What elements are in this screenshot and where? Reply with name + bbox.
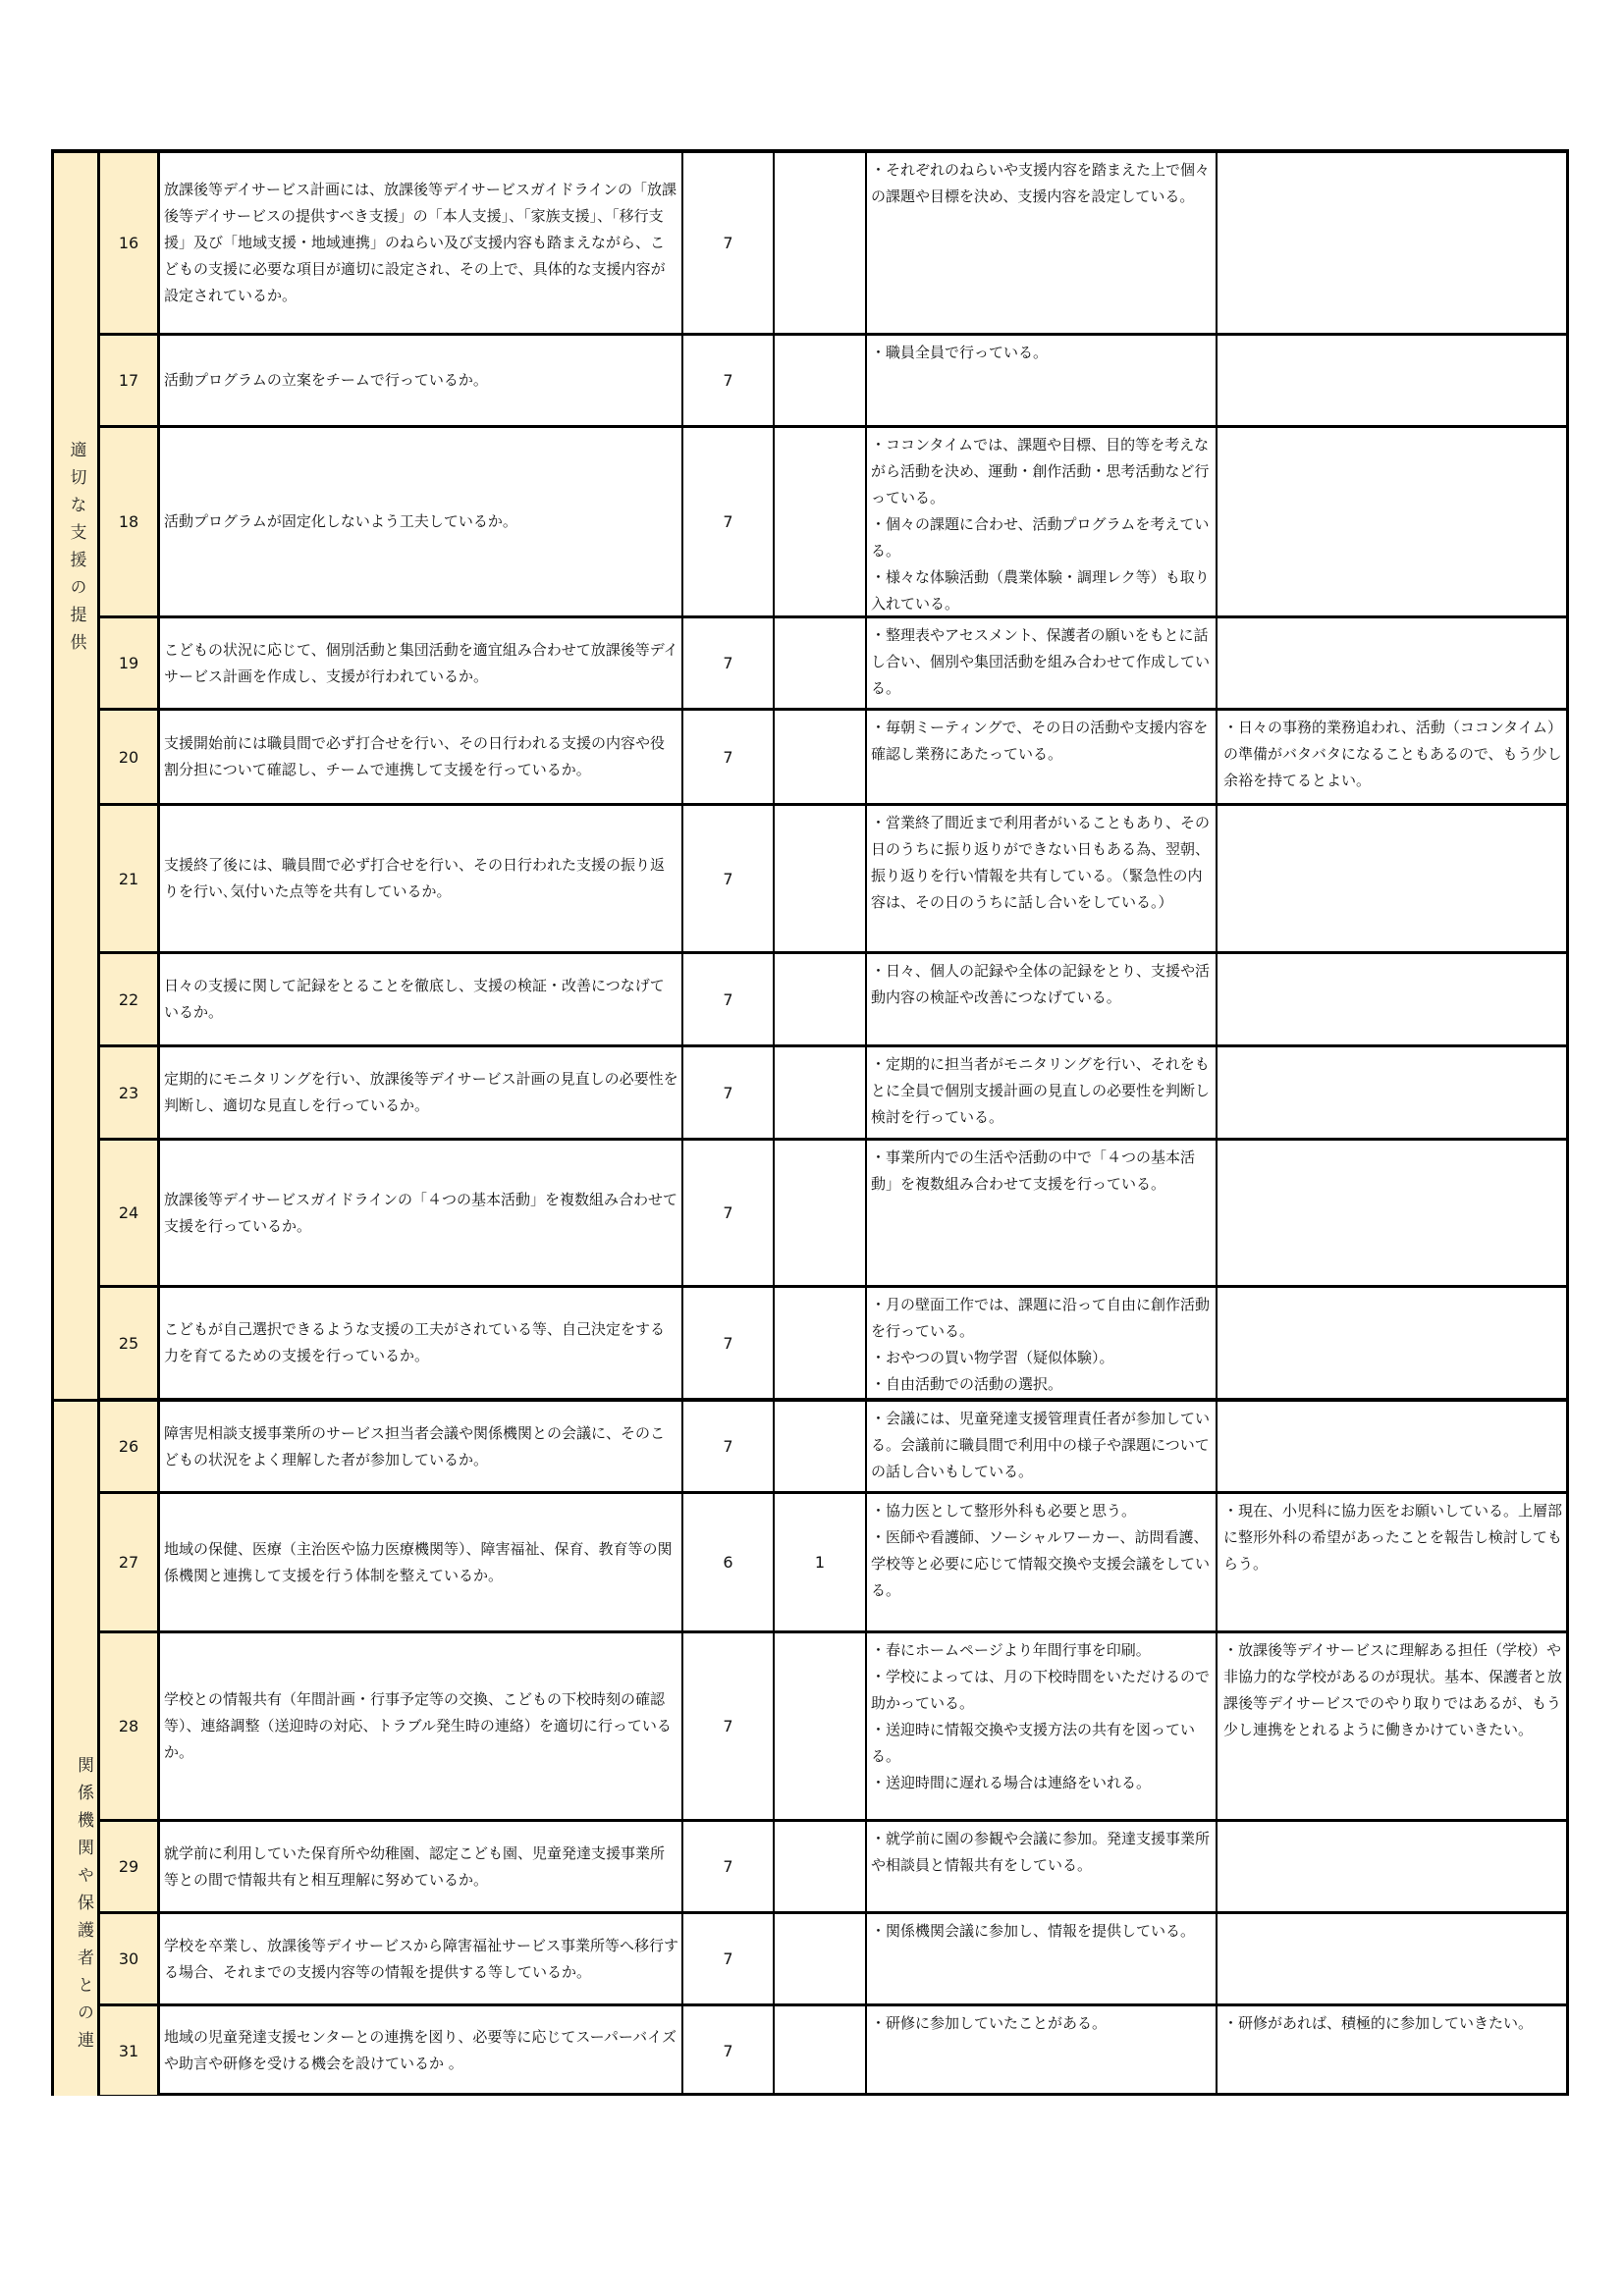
table-row [100,428,1566,618]
yes-count-text: 7 [723,654,733,672]
item-number-text: 26 [118,1437,139,1456]
item-number-text: 31 [118,2041,139,2060]
table-row [100,1288,1566,1402]
status-comment [867,711,1218,803]
question-text-text: 活動プログラムの立案をチームで行っているか。 [164,371,488,389]
item-number [100,2006,160,2095]
status-comment [867,1288,1218,1398]
status-comment-text: ・春にホームページより年間行事を印刷。 ・学校によっては、月の下校時間をいただけるので助かっている。 ・送迎時に情報交換や支援方法の共有を図っている。 ・送迎時間に遅れる場合は連絡をいれる。 [871,1641,1211,1791]
question-text [160,1494,683,1630]
question-text-text: 活動プログラムが固定化しないよう工夫しているか。 [164,512,517,530]
improvement-plan [1218,336,1566,425]
item-number [100,1047,160,1138]
yes-count [683,1633,775,1819]
improvement-plan-text: ・放課後等デイサービスに理解ある担任（学校）や非協力的な学校があるのが現状。基本、保護者と放課後等デイサービスでのやり取りではあるが、もう少し連携をとれるように働きかけていきたい。 [1223,1641,1563,1738]
status-comment-text: ・就学前に園の参観や会議に参加。発達支援事業所や相談員と情報共有をしている。 [871,1830,1211,1874]
table-row [100,1494,1566,1633]
yes-count-text: 7 [723,512,733,531]
item-number-text: 21 [118,869,139,888]
yes-count-text: 7 [723,1437,733,1456]
status-comment-text: ・会議には、児童発達支援管理責任者が参加している。会議前に職員間で利用中の様子や課題についての話し合いもしている。 [871,1410,1211,1480]
category-cooperation [54,1399,100,2096]
item-number-text: 20 [118,747,139,767]
no-count [775,1494,867,1630]
item-number [100,618,160,708]
item-number-text: 25 [118,1333,139,1353]
table-row [100,2006,1566,2095]
status-comment [867,336,1218,425]
question-text [160,1822,683,1911]
table-row [100,1141,1566,1288]
question-text [160,1141,683,1285]
yes-count [683,618,775,708]
improvement-plan [1218,153,1566,333]
improvement-plan [1218,1822,1566,1911]
item-number-text: 19 [118,654,139,672]
no-count [775,1822,867,1911]
improvement-plan [1218,618,1566,708]
status-comment [867,153,1218,333]
item-number-text: 24 [118,1203,139,1222]
yes-count-text: 7 [723,1857,733,1876]
item-number [100,1914,160,2003]
status-comment [867,1914,1218,2003]
improvement-plan [1218,1402,1566,1491]
improvement-plan [1218,2006,1566,2095]
question-text [160,336,683,425]
item-number-text: 16 [118,234,139,252]
question-text [160,2006,683,2095]
item-number [100,336,160,425]
question-text-text: 支援終了後には、職員間で必ず打合せを行い、その日行われた支援の振り返りを行い､気付いた点等を共有しているか。 [164,856,666,900]
no-count [775,1047,867,1138]
yes-count [683,806,775,951]
no-count [775,806,867,951]
no-count-text: 1 [814,1553,826,1572]
no-count [775,153,867,333]
yes-count [683,428,775,615]
status-comment [867,806,1218,951]
table-row [100,806,1566,954]
question-text-text: こどもの状況に応じて、個別活動と集団活動を適宜組み合わせて放課後等デイサービス計画を作成し、支援が行われているか。 [164,640,678,685]
status-comment-text: ・研修に参加していたことがある。 [871,2014,1108,2032]
improvement-plan-text: ・現在、小児科に協力医をお願いしている。上層部に整形外科の希望があったことを報告し検討してもらう。 [1223,1502,1563,1573]
item-number [100,711,160,803]
status-comment-text: ・整理表やアセスメント、保護者の願いをもとに話し合い、個別や集団活動を組み合わせて作成している。 [871,626,1211,697]
table-row [100,1914,1566,2006]
no-count [775,428,867,615]
category-label: 適切な支援の提供 [66,441,86,661]
status-comment-text: ・ココンタイムでは、課題や目標、目的等を考えながら活動を決め、運動・創作活動・思考活動など行っている。 ・個々の課題に合わせ、活動プログラムを考えている。 ・様々な体験活動（農業体験・調理レク等）も取り入れている。 [871,436,1210,613]
improvement-plan [1218,428,1566,615]
item-number-text: 28 [118,1717,139,1735]
item-number [100,1288,160,1398]
yes-count [683,1288,775,1398]
yes-count-text: 6 [723,1553,733,1572]
question-text [160,1633,683,1819]
status-comment [867,954,1218,1044]
item-number [100,1494,160,1630]
item-number [100,428,160,615]
improvement-plan [1218,1633,1566,1819]
table-row [100,153,1566,336]
status-comment-text: ・月の壁面工作では、課題に沿って自由に創作活動を行っている。 ・おやつの買い物学習（疑似体験）。 ・自由活動での活動の選択。 [871,1296,1211,1393]
no-count [775,618,867,708]
yes-count-text: 7 [723,989,733,1009]
question-text-text: こどもが自己選択できるような支援の工夫がされている等、自己決定をする力を育てるための支援を行っているか。 [164,1320,666,1364]
improvement-plan [1218,711,1566,803]
status-comment [867,1822,1218,1911]
question-text-text: 支援開始前には職員間で必ず打合せを行い、その日行われる支援の内容や役割分担について確認し、チームで連携して支援を行っているか。 [164,734,666,778]
yes-count [683,153,775,333]
evaluation-table [51,149,1569,2096]
question-text [160,618,683,708]
no-count [775,336,867,425]
no-count [775,2006,867,2095]
status-comment-text: ・日々、個人の記録や全体の記録をとり、支援や活動内容の検証や改善につなげている。 [871,962,1211,1006]
item-number-text: 23 [118,1083,139,1102]
status-comment-text: ・営業終了間近まで利用者がいることもあり、その日のうちに振り返りができない日もある為、翌朝、振り返りを行い情報を共有している。（緊急性の内容は、その日のうちに話し合いをしている。） [871,814,1211,911]
yes-count [683,711,775,803]
no-count [775,1288,867,1398]
improvement-plan [1218,954,1566,1044]
yes-count [683,2006,775,2095]
table-row [100,711,1566,806]
item-number [100,806,160,951]
question-text-text: 障害児相談支援事業所のサービス担当者会議や関係機関との会議に、そのこどもの状況をよく理解した者が参加しているか。 [164,1423,666,1468]
category-label: 関係機関や保護者との連 [74,1756,93,2058]
status-comment-text: ・それぞれのねらいや支援内容を踏まえた上で個々の課題や目標を決め、支援内容を設定している。 [871,161,1211,205]
yes-count-text: 7 [723,1333,733,1353]
question-text [160,153,683,333]
yes-count [683,336,775,425]
status-comment [867,1633,1218,1819]
question-text [160,1402,683,1491]
item-number-text: 22 [118,989,139,1009]
item-number [100,153,160,333]
question-text-text: 放課後等デイサービス計画には、放課後等デイサービスガイドラインの「放課後等デイサービスの提供すべき支援」の「本人支援」、「家族支援」、「移行支援」及び「地域支援・地域連携」のねらい及び支援内容も踏まえながら、こどもの支援に必要な項目が適切に設定され、その上で、具体的な支援内容が設定されているか。 [164,181,677,304]
no-count [775,1402,867,1491]
question-text-text: 地域の保健、医療（主治医や協力医療機関等）、障害福祉、保育、教育等の関係機関と連携して支援を行う体制を整えているか。 [164,1539,673,1584]
status-comment-text: ・毎朝ミーティングで、その日の活動や支援内容を確認し業務にあたっている。 [871,719,1209,763]
yes-count [683,1822,775,1911]
status-comment [867,428,1218,615]
yes-count-text: 7 [723,1203,733,1222]
no-count [775,1914,867,2003]
yes-count [683,1047,775,1138]
yes-count [683,1914,775,2003]
question-text [160,954,683,1044]
item-number-text: 30 [118,1949,139,1968]
question-text [160,1047,683,1138]
item-number-text: 18 [118,512,139,531]
yes-count-text: 7 [723,1083,733,1102]
question-text-text: 学校との情報共有（年間計画・行事予定等の交換、こどもの下校時刻の確認等）、連絡調整（送迎時の対応、トラブル発生時の連絡）を適切に行っているか。 [164,1690,672,1761]
yes-count-text: 7 [723,371,733,390]
status-comment-text: ・協力医として整形外科も必要と思う。 ・医師や看護師、ソーシャルワーカー、訪問看護、学校等と必要に応じて情報交換や支援会議をしている。 [871,1502,1211,1599]
status-comment-text: ・事業所内での生活や活動の中で「４つの基本活動」を複数組み合わせて支援を行っている。 [871,1148,1196,1193]
improvement-plan [1218,806,1566,951]
improvement-plan [1218,1141,1566,1285]
item-number [100,1402,160,1491]
table-row [100,1047,1566,1141]
improvement-plan [1218,1494,1566,1630]
yes-count-text: 7 [723,234,733,252]
no-count [775,711,867,803]
status-comment [867,1494,1218,1630]
item-number [100,1141,160,1285]
question-text-text: 定期的にモニタリングを行い、放課後等デイサービス計画の見直しの必要性を判断し、適切な見直しを行っているか。 [164,1070,678,1114]
status-comment [867,1047,1218,1138]
question-text-text: 地域の児童発達支援センターとの連携を図り、必要等に応じてスーパーバイズや助言や研修を受ける機会を設けているか 。 [164,2028,677,2072]
yes-count-text: 7 [723,2041,733,2060]
question-text-text: 日々の支援に関して記録をとることを徹底し、支援の検証・改善につなげているか。 [164,977,665,1021]
no-count [775,1633,867,1819]
yes-count [683,1141,775,1285]
improvement-plan-text: ・研修があれば、積極的に参加していきたい。 [1223,2014,1534,2032]
table-row [100,336,1566,428]
status-comment [867,1141,1218,1285]
category-appropriate-support [54,153,100,1399]
improvement-plan [1218,1047,1566,1138]
table-row [100,954,1566,1047]
yes-count-text: 7 [723,1717,733,1735]
table-row [100,1822,1566,1914]
yes-count [683,1494,775,1630]
yes-count [683,1402,775,1491]
item-number-text: 17 [118,371,139,390]
status-comment-text: ・職員全員で行っている。 [871,344,1049,361]
status-comment [867,1402,1218,1491]
question-text [160,1288,683,1398]
question-text-text: 就学前に利用していた保育所や幼稚園、認定こども園、児童発達支援事業所等との間で情報共有と相互理解に努めているか。 [164,1843,666,1889]
status-comment-text: ・定期的に担当者がモニタリングを行い、それをもとに全員で個別支援計画の見直しの必要性を判断し検討を行っている。 [871,1055,1211,1126]
question-text-text: 学校を卒業し、放課後等デイサービスから障害福祉サービス事業所等へ移行する場合、それまでの支援内容等の情報を提供する等しているか。 [164,1936,678,1981]
status-comment [867,618,1218,708]
yes-count-text: 7 [723,747,733,767]
question-text [160,711,683,803]
item-number [100,954,160,1044]
item-number-text: 27 [118,1553,139,1572]
improvement-plan-text: ・日々の事務的業務追われ、活動（ココンタイム）の準備がバタバタになることもあるので、もう少し余裕を持てるとよい。 [1223,719,1563,789]
item-number-text: 29 [118,1857,139,1876]
table-row [100,618,1566,711]
question-text-text: 放課後等デイサービスガイドラインの「４つの基本活動」を複数組み合わせて支援を行っているか。 [164,1190,678,1235]
table-row [100,1402,1566,1494]
no-count [775,1141,867,1285]
improvement-plan [1218,1288,1566,1398]
item-number [100,1822,160,1911]
question-text [160,806,683,951]
yes-count-text: 7 [723,1949,733,1968]
item-number [100,1633,160,1819]
yes-count [683,954,775,1044]
improvement-plan [1218,1914,1566,2003]
status-comment [867,2006,1218,2095]
question-text [160,428,683,615]
no-count [775,954,867,1044]
question-text [160,1914,683,2003]
status-comment-text: ・関係機関会議に参加し、情報を提供している。 [871,1922,1196,1940]
yes-count-text: 7 [723,869,733,888]
table-row [100,1633,1566,1822]
